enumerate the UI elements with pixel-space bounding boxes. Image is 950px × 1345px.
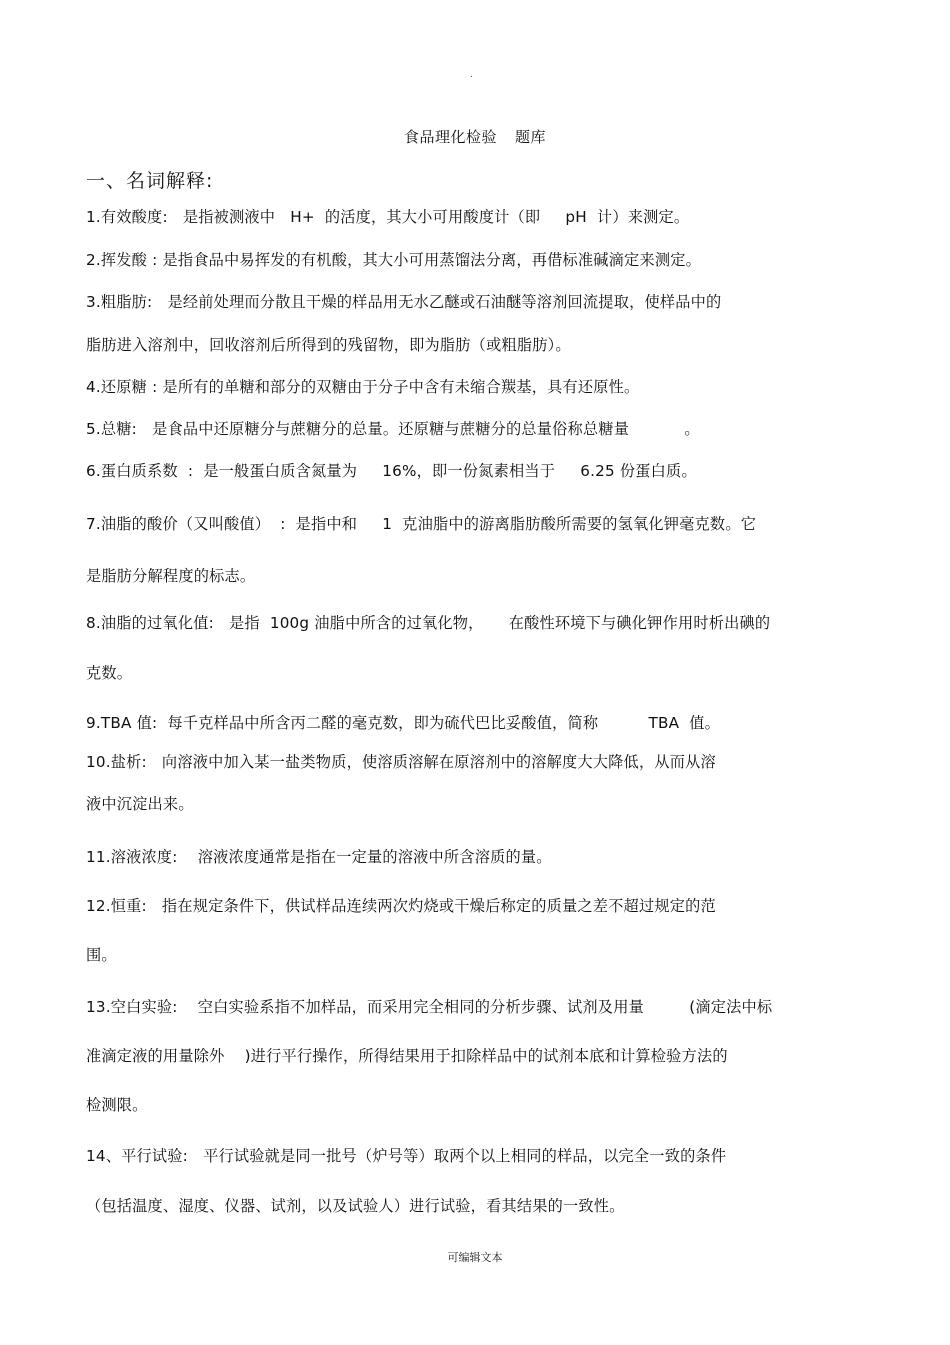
text-line: 1.有效酸度: 是指被测液中 H+ 的活度，其大小可用酸度计（即 pH 计）来测定。 [86, 208, 690, 226]
text-line: 2.挥发酸 : 是指食品中易挥发的有机酸，其大小可用蒸馏法分离，再借标准碱滴定来测定。 [86, 251, 701, 269]
text-line: 9.TBA 值: 每千克样品中所含丙二醛的毫克数，即为硫代巴比妥酸值，简称 TBA 值。 [86, 714, 721, 732]
text-line: 检测限。 [86, 1096, 148, 1114]
text-line: 10.盐析: 向溶液中加入某一盐类物质，使溶质溶解在原溶剂中的溶解度大大降低，从而从溶 [86, 753, 716, 771]
text-line: 3.粗脂肪: 是经前处理而分散且干燥的样品用无水乙醚或石油醚等溶剂回流提取，使样品中的 [86, 293, 722, 311]
text-line: 6.蛋白质系数 : 是一般蛋白质含氮量为 16%，即一份氮素相当于 6.25 份蛋白质。 [86, 462, 697, 480]
text-line: 12.恒重: 指在规定条件下，供试样品连续两次灼烧或干燥后称定的质量之差不超过规定的范 [86, 897, 716, 915]
text-line: 14、平行试验: 平行试验就是同一批号（炉号等）取两个以上相同的样品，以完全一致的条件 [86, 1147, 727, 1165]
text-line: 5.总糖: 是食品中还原糖分与蔗糖分的总量。还原糖与蔗糖分的总量俗称总糖量 。 [86, 420, 700, 438]
document-title [0, 126, 950, 147]
section-heading: 一、名词解释: [86, 170, 214, 192]
text-line: 11.溶液浓度: 溶液浓度通常是指在一定量的溶液中所含溶质的量。 [86, 848, 552, 866]
text-line: 是脂肪分解程度的标志。 [86, 567, 256, 585]
text-line: 4.还原糖 : 是所有的单糖和部分的双糖由于分子中含有未缩合羰基，具有还原性。 [86, 378, 640, 396]
text-line: 围。 [86, 946, 117, 964]
text-line: 克数。 [86, 664, 133, 682]
text-line: 准滴定液的用量除外 )进行平行操作，所得结果用于扣除样品中的试剂本底和计算检验方法的 [86, 1047, 728, 1065]
text-line: 脂肪进入溶剂中，回收溶剂后所得到的残留物，即为脂肪（或粗脂肪）。 [86, 336, 571, 354]
header-dot: . [470, 70, 473, 80]
text-line: （包括温度、湿度、仪器、试剂，以及试验人）进行试验，看其结果的一致性。 [86, 1197, 625, 1215]
text-line: 13.空白实验: 空白实验系指不加样品，而采用完全相同的分析步骤、试剂及用量 (滴定法中标 [86, 998, 773, 1016]
text-line: 7.油脂的酸价（又叫酸值） : 是指中和 1 克油脂中的游离脂肪酸所需要的氢氧化钾毫克数。它 [86, 515, 757, 533]
title-main: 食品理化检验 [403, 128, 497, 146]
page-footer: 可编辑文本 [447, 1251, 503, 1264]
title-sub: 题库 [515, 128, 547, 146]
text-line: 8.油脂的过氧化值: 是指 100g 油脂中所含的过氧化物， 在酸性环境下与碘化钾作用时析出碘的 [86, 614, 771, 632]
text-line: 液中沉淀出来。 [86, 795, 194, 813]
